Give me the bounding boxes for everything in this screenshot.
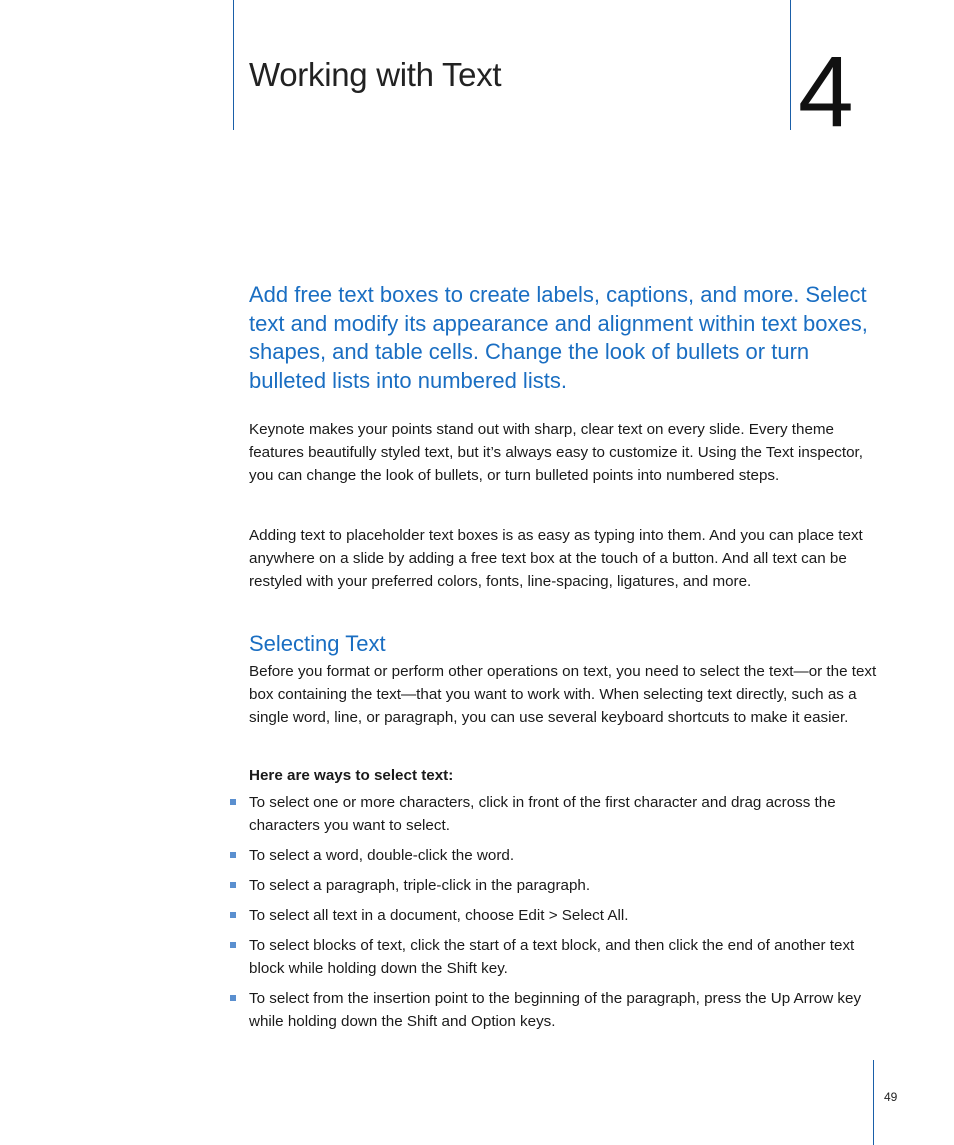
bullet-icon	[230, 882, 236, 888]
bullet-icon	[230, 799, 236, 805]
list-item-text: To select all text in a document, choose Edit > Select All.	[249, 907, 629, 924]
list-item-text: To select blocks of text, click the start of a text block, and then click the end of another text block while holding down the Shift key.	[249, 937, 855, 977]
list-item	[229, 987, 879, 1033]
body-paragraph: Adding text to placeholder text boxes is as easy as typing into them. And you can place text anywhere on a slide by adding a free text box at the touch of a button. And all text can be restyled with your preferred colors, fonts, line-spacing, ligatures, and more.	[249, 527, 863, 590]
chapter-intro: Add free text boxes to create labels, captions, and more. Select text and modify its appearance and alignment within text boxes, shapes, and table cells. Change the look of bullets or turn bulleted lists into numbered lists.	[249, 282, 868, 393]
list-item-text: To select one or more characters, click in front of the first character and drag across the characters you want to select.	[249, 794, 836, 834]
list-item	[229, 791, 879, 837]
section-body: Before you format or perform other operations on text, you need to select the text—or the text box containing the text—that you want to work with. When selecting text directly, such as a single word, line, or paragraph, you can use several keyboard shortcuts to make it easier.	[249, 663, 877, 726]
list-item	[229, 844, 879, 867]
bullet-icon	[230, 942, 236, 948]
list-lead: Here are ways to select text:	[249, 767, 454, 784]
bullet-icon	[230, 852, 236, 858]
list-item-text: To select a word, double-click the word.	[249, 847, 515, 864]
section-heading: Selecting Text	[249, 631, 386, 656]
body-paragraph: Keynote makes your points stand out with sharp, clear text on every slide. Every theme features beautifully styled text, but it’s always easy to customize it. Using the Text inspector, you can change the look of bullets, or turn bulleted points into numbered steps.	[249, 421, 863, 484]
page-number: 49	[884, 1090, 898, 1104]
list-item-text: To select from the insertion point to the beginning of the paragraph, press the Up Arrow key while holding down the Shift and Option keys.	[249, 990, 862, 1030]
chapter-title: Working with Text	[249, 56, 502, 93]
list-item-text: To select a paragraph, triple-click in the paragraph.	[249, 877, 591, 894]
chapter-number: 4	[798, 36, 854, 148]
bullet-icon	[230, 912, 236, 918]
bullet-icon	[230, 995, 236, 1001]
list-item	[229, 904, 879, 927]
list-item	[229, 874, 879, 897]
chapter-rule-left	[233, 0, 234, 130]
chapter-rule-right	[790, 0, 791, 130]
page-number-rule	[873, 1060, 874, 1145]
list-item	[229, 934, 879, 980]
bullet-list	[229, 791, 879, 1040]
